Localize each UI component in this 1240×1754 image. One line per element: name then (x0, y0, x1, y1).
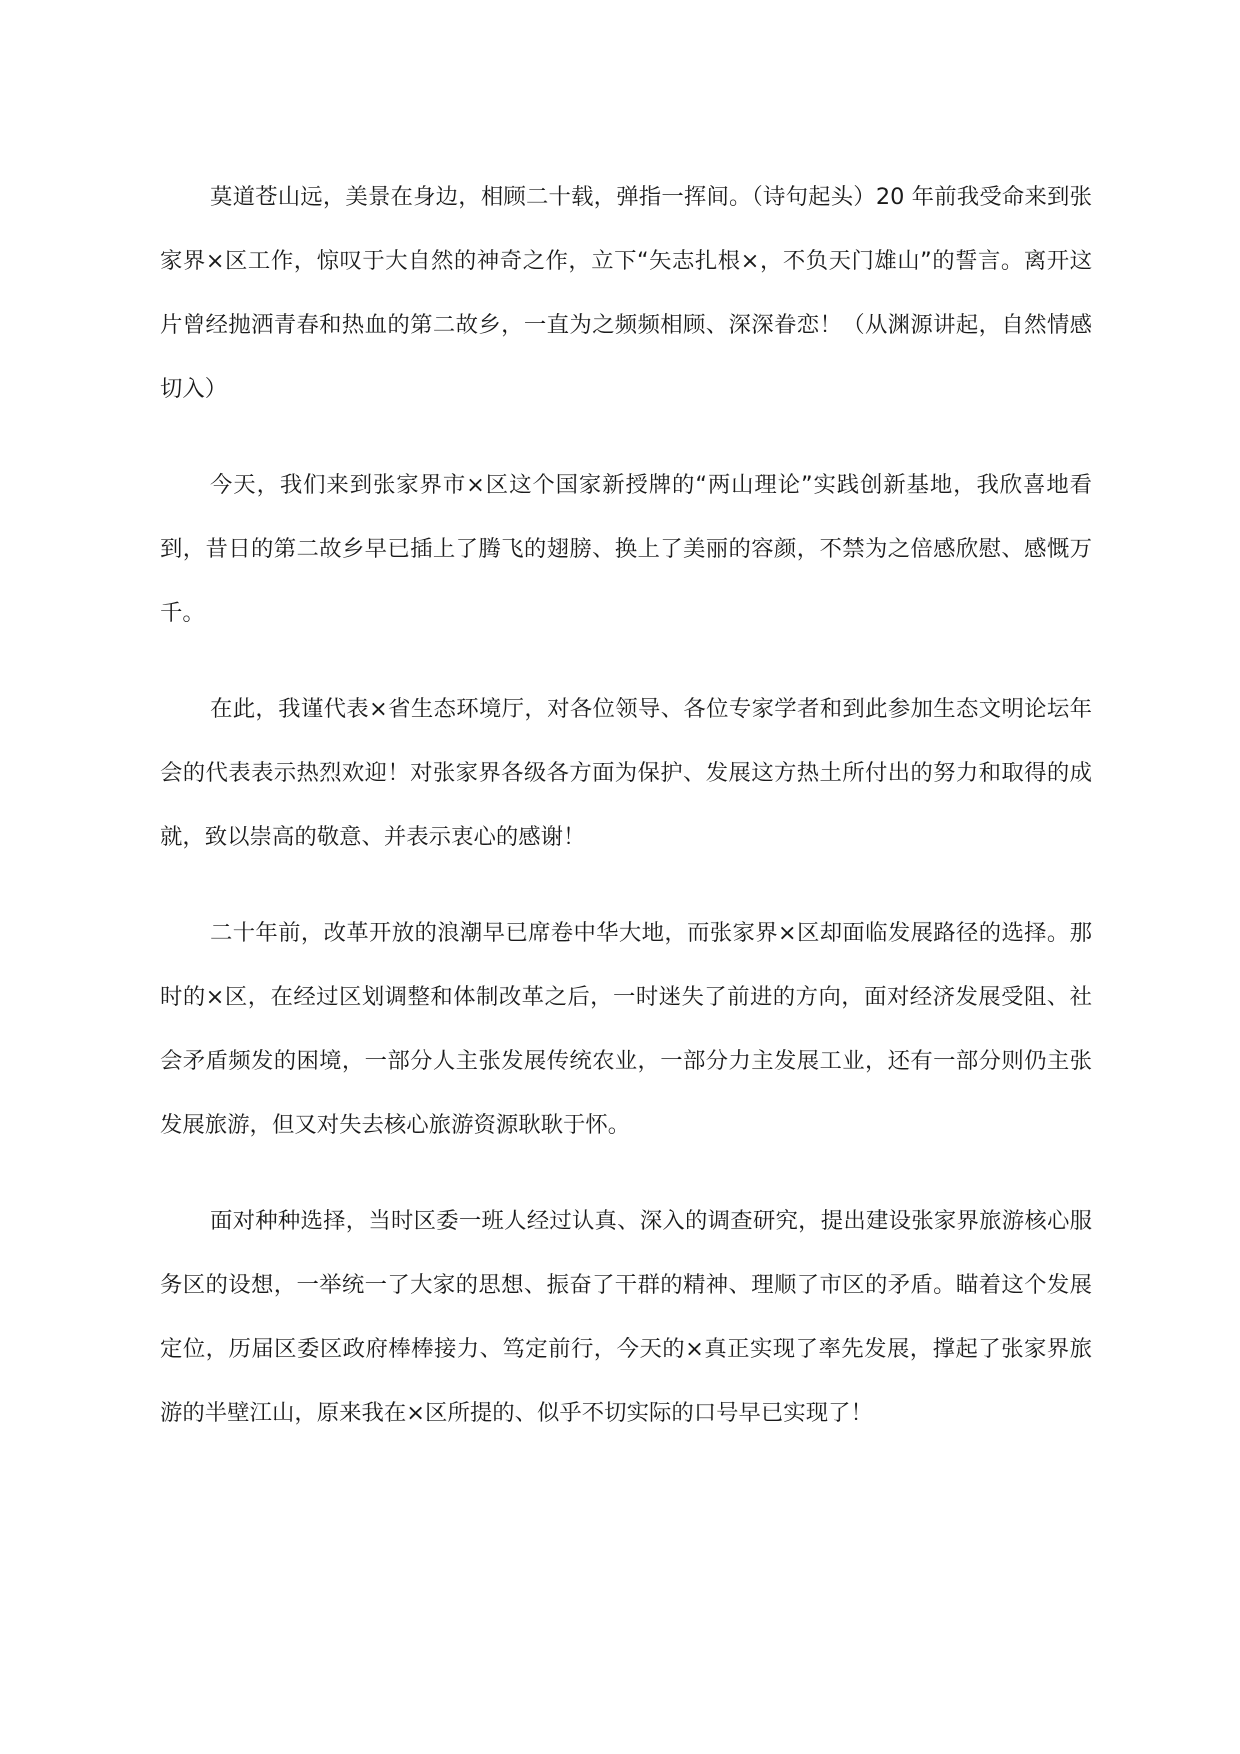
paragraph: 今天，我们来到张家界市×区这个国家新授牌的“两山理论”实践创新基地，我欣喜地看到，昔日的第二故乡早已插上了腾飞的翅膀、换上了美丽的容颜，不禁为之倍感欣慰、感慨万千。 (160, 472, 1092, 626)
paragraph: 二十年前，改革开放的浪潮早已席卷中华大地，而张家界×区却面临发展路径的选择。那时的×区，在经过区划调整和体制改革之后，一时迷失了前进的方向，面对经济发展受阻、社会矛盾频发的困境，一部分人主张发展传统农业，一部分力主发展工业，还有一部分则仍主张发展旅游，但又对失去核心旅游资源耿耿于怀。 (160, 920, 1092, 1138)
paragraph: 在此，我谨代表×省生态环境厅，对各位领导、各位专家学者和到此参加生态文明论坛年会的代表表示热烈欢迎！对张家界各级各方面为保护、发展这方热土所付出的努力和取得的成就，致以崇高的敬意、并表示衷心的感谢！ (160, 696, 1092, 850)
paragraph: 莫道苍山远，美景在身边，相顾二十载，弹指一挥间。（诗句起头）20 年前我受命来到张家界×区工作，惊叹于大自然的神奇之作，立下“矢志扎根×，不负天门雄山”的誓言。离开这片曾经抛洒青春和热血的第二故乡，一直为之频频相顾、深深眷恋！（从渊源讲起，自然情感切入） (160, 184, 1092, 402)
document-body (160, 165, 1092, 1477)
paragraph: 面对种种选择，当时区委一班人经过认真、深入的调查研究，提出建设张家界旅游核心服务区的设想，一举统一了大家的思想、振奋了干群的精神、理顺了市区的矛盾。瞄着这个发展定位，历届区委区政府棒棒接力、笃定前行，今天的×真正实现了率先发展，撑起了张家界旅游的半壁江山，原来我在×区所提的、似乎不切实际的口号早已实现了！ (160, 1208, 1092, 1426)
